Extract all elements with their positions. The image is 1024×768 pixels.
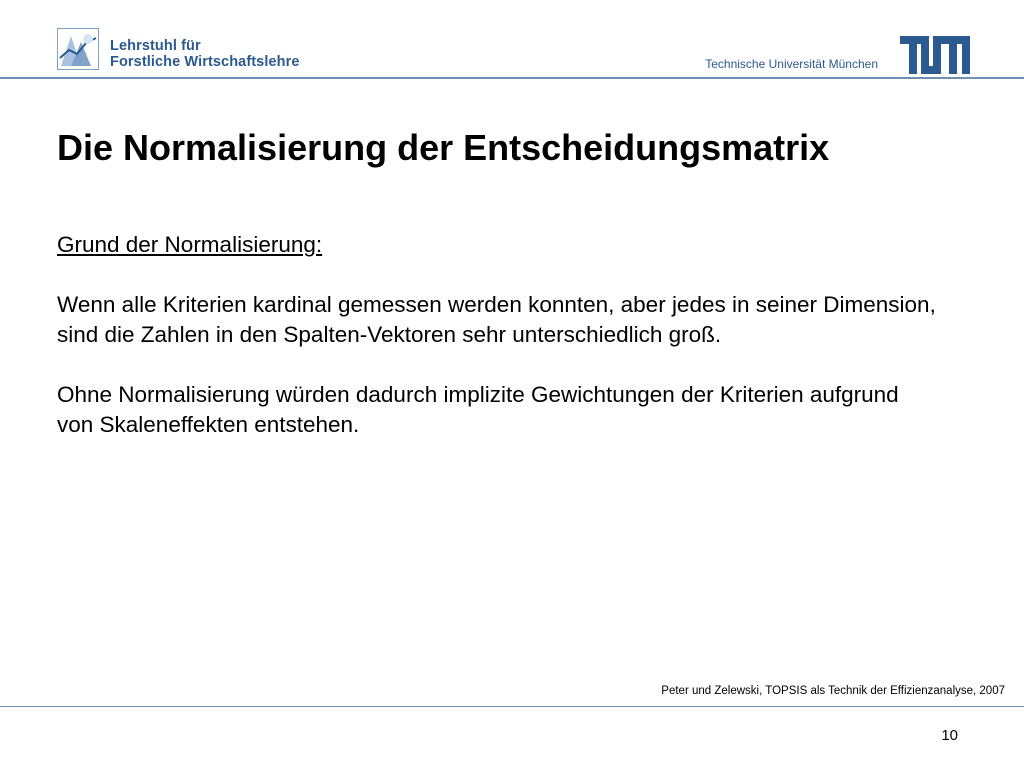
spacer	[57, 350, 937, 380]
chair-name-line1: Lehrstuhl für	[110, 38, 201, 54]
paragraph-1: Wenn alle Kriterien kardinal gemessen werden konnten, aber jedes in seiner Dimension, sind die Zahlen in den Spalten-Vektoren sehr unterschiedlich groß.	[57, 292, 936, 347]
slide-header	[0, 0, 1024, 80]
chair-name-line2: Forstliche Wirtschaftslehre	[110, 54, 300, 70]
slide-title: Die Normalisierung der Entscheidungsmatrix	[57, 127, 830, 168]
footer-divider	[0, 706, 1024, 707]
slide-body	[57, 230, 937, 440]
page-number: 10	[941, 727, 958, 744]
spacer	[57, 260, 937, 290]
subheading: Grund der Normalisierung:	[57, 232, 323, 257]
source-citation: Peter und Zelewski, TOPSIS als Technik der Effizienzanalyse, 2007	[661, 685, 1005, 697]
paragraph-2: Ohne Normalisierung würden dadurch implizite Gewichtungen der Kriterien aufgrund von Skaleneffekten entstehen.	[57, 382, 899, 437]
chair-name	[110, 38, 300, 70]
chair-logo-icon	[57, 28, 99, 70]
university-name: Technische Universität München	[705, 57, 878, 71]
header-divider	[0, 77, 1024, 79]
tum-logo-icon	[900, 36, 970, 74]
